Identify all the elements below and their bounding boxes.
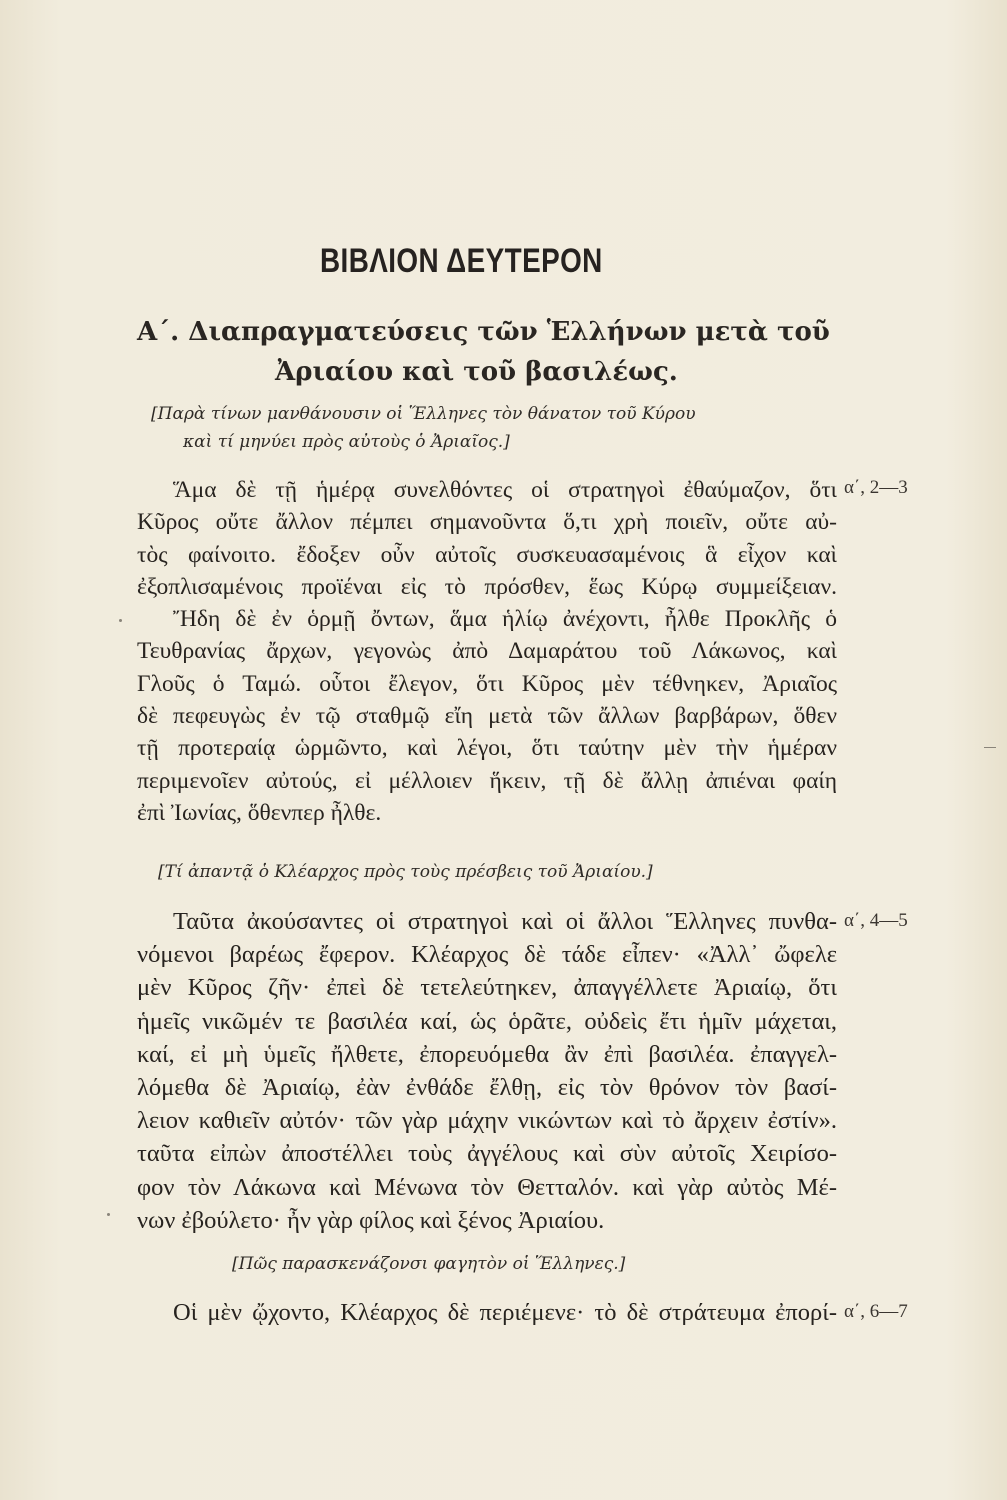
chapter-heading [137, 312, 857, 392]
section-summary [158, 858, 653, 886]
margin-reference: α΄, 4—5 [844, 910, 908, 931]
summary-line: [Πῶς παρασκενάζονσι φαγητὸν οἱ Ἕλληνες.] [232, 1254, 626, 1274]
text-line: λόμεθα δὲ Ἀριαίῳ, ἐὰν ἐνθάδε ἔλθῃ, εἰς τὸν θρόνον τὸν βασί- [137, 1074, 837, 1102]
margin-reference: α΄, 2—3 [844, 477, 908, 498]
text-line: τὸς φαίνοιτο. ἔδοξεν οὖν αὐτοῖς συσκευασαμένοις ἃ εἶχον καὶ [137, 541, 837, 568]
text-line: ἐξοπλισαμένοις προϊέναι εἰς τὸ πρόσθεν, ἕως Κύρῳ συμμείξειαν. [137, 573, 837, 600]
text-line: Ἤδη δὲ ἐν ὁρμῇ ὄντων, ἅμα ἡλίῳ ἀνέχοντι, ἦλθε Προκλῆς ὁ [173, 606, 837, 633]
print-speck [107, 1213, 110, 1216]
text-line: μὲν Κῦρος ζῆν· ἐπεὶ δὲ τετελεύτηκεν, ἀπαγγέλλετε Ἀριαίῳ, ὅτι [137, 974, 837, 1002]
text-line: φον τὸν Λάκωνα καὶ Μένωνα τὸν Θετταλόν. καὶ γὰρ αὐτὸς Μέ- [137, 1173, 837, 1201]
summary-line: [Παρὰ τίνων μανθάνουσιν οἱ Ἕλληνες τὸν θάνατον τοῦ Κύρου [151, 404, 696, 424]
chapter-heading-line-2: Ἀριαίου καὶ τοῦ βασιλέως. [275, 357, 678, 387]
book-title: ΒΙΒΛΙΟΝ ΔΕΥΤΕΡΟΝ [320, 242, 603, 280]
text-line: νόμενοι βαρέως ἔφερον. Κλέαρχος δὲ τάδε εἶπεν· «Ἀλλ᾽ ὤφελε [137, 941, 837, 969]
print-speck [119, 619, 122, 622]
text-line: τῇ προτεραίᾳ ὡρμῶντο, καὶ λέγοι, ὅτι ταύτην μὲν τὴν ἡμέραν [137, 735, 837, 762]
text-line: Τευθρανίας ἄρχων, γεγονὼς ἀπὸ Δαμαράτου τοῦ Λάκωνος, καὶ [137, 638, 837, 665]
paragraph [137, 905, 837, 1237]
text-line: νων ἐβούλετο· ἦν γὰρ φίλος καὶ ξένος Ἀριαίου. [137, 1206, 605, 1234]
text-line: ἡμεῖς νικῶμέν τε βασιλέα καί, ὡς ὁρᾶτε, οὐδεὶς ἔτι ἡμῖν μάχεται, [137, 1007, 837, 1035]
print-speck [984, 747, 996, 748]
text-line: Ἅμα δὲ τῇ ἡμέρᾳ συνελθόντες οἱ στρατηγοὶ ἐθαύμαζον, ὅτι [173, 477, 837, 503]
text-line: Γλοῦς ὁ Ταμώ. οὗτοι ἔλεγον, ὅτι Κῦρος μὲν τέθνηκεν, Ἀριαῖος [137, 670, 837, 697]
paragraph [137, 1296, 837, 1329]
text-line: λειον καθιεῖν αὐτόν· τῶν γὰρ μάχην νικώντων καὶ τὸ ἄρχειν ἐστίν». [137, 1107, 837, 1135]
text-line: δὲ πεφευγὼς ἐν τῷ σταθμῷ εἴη μετὰ τῶν ἄλλων βαρβάρων, ὅθεν [137, 703, 837, 730]
text-line: καί, εἰ μὴ ὑμεῖς ἤλθετε, ἐπορευόμεθα ἂν ἐπὶ βασιλέα. ἐπαγγελ- [137, 1040, 837, 1068]
chapter-heading-line-1: Α΄. Διαπραγματεύσεις τῶν Ἑλλήνων μετὰ τοῦ [137, 317, 830, 347]
paragraph [137, 474, 837, 829]
text-line: Ταῦτα ἀκούσαντες οἱ στρατηγοὶ καὶ οἱ ἄλλοι Ἕλληνες πυνθα- [173, 908, 837, 935]
summary-line: [Τί ἀπαντᾷ ὁ Κλέαρχος πρὸς τοὺς πρέσβεις τοῦ Ἀριαίου.] [158, 862, 653, 882]
text-line: Κῦρος οὔτε ἄλλον πέμπει σημανοῦντα ὅ,τι χρὴ ποιεῖν, οὔτε αὐ- [137, 509, 837, 536]
text-line: περιμενοῖεν αὐτούς, εἰ μέλλοιεν ἥκειν, τῇ δὲ ἄλλῃ ἀπιέναι φαίη [137, 767, 837, 794]
section-summary [151, 400, 696, 456]
margin-reference: α΄, 6—7 [844, 1301, 908, 1322]
text-line: Οἱ μὲν ᾤχοντο, Κλέαρχος δὲ περιέμενε· τὸ δὲ στράτευμα ἐπορί- [173, 1299, 837, 1326]
summary-line: καὶ τί μηνύει πρὸς αὐτοὺς ὁ Ἀριαῖος.] [183, 432, 510, 452]
text-line: ταῦτα εἰπὼν ἀποστέλλει τοὺς ἀγγέλους καὶ σὺν αὐτοῖς Χειρίσο- [137, 1140, 837, 1168]
section-summary [232, 1250, 625, 1278]
text-line: ἐπὶ Ἰωνίας, ὅθενπερ ἦλθε. [137, 799, 382, 826]
